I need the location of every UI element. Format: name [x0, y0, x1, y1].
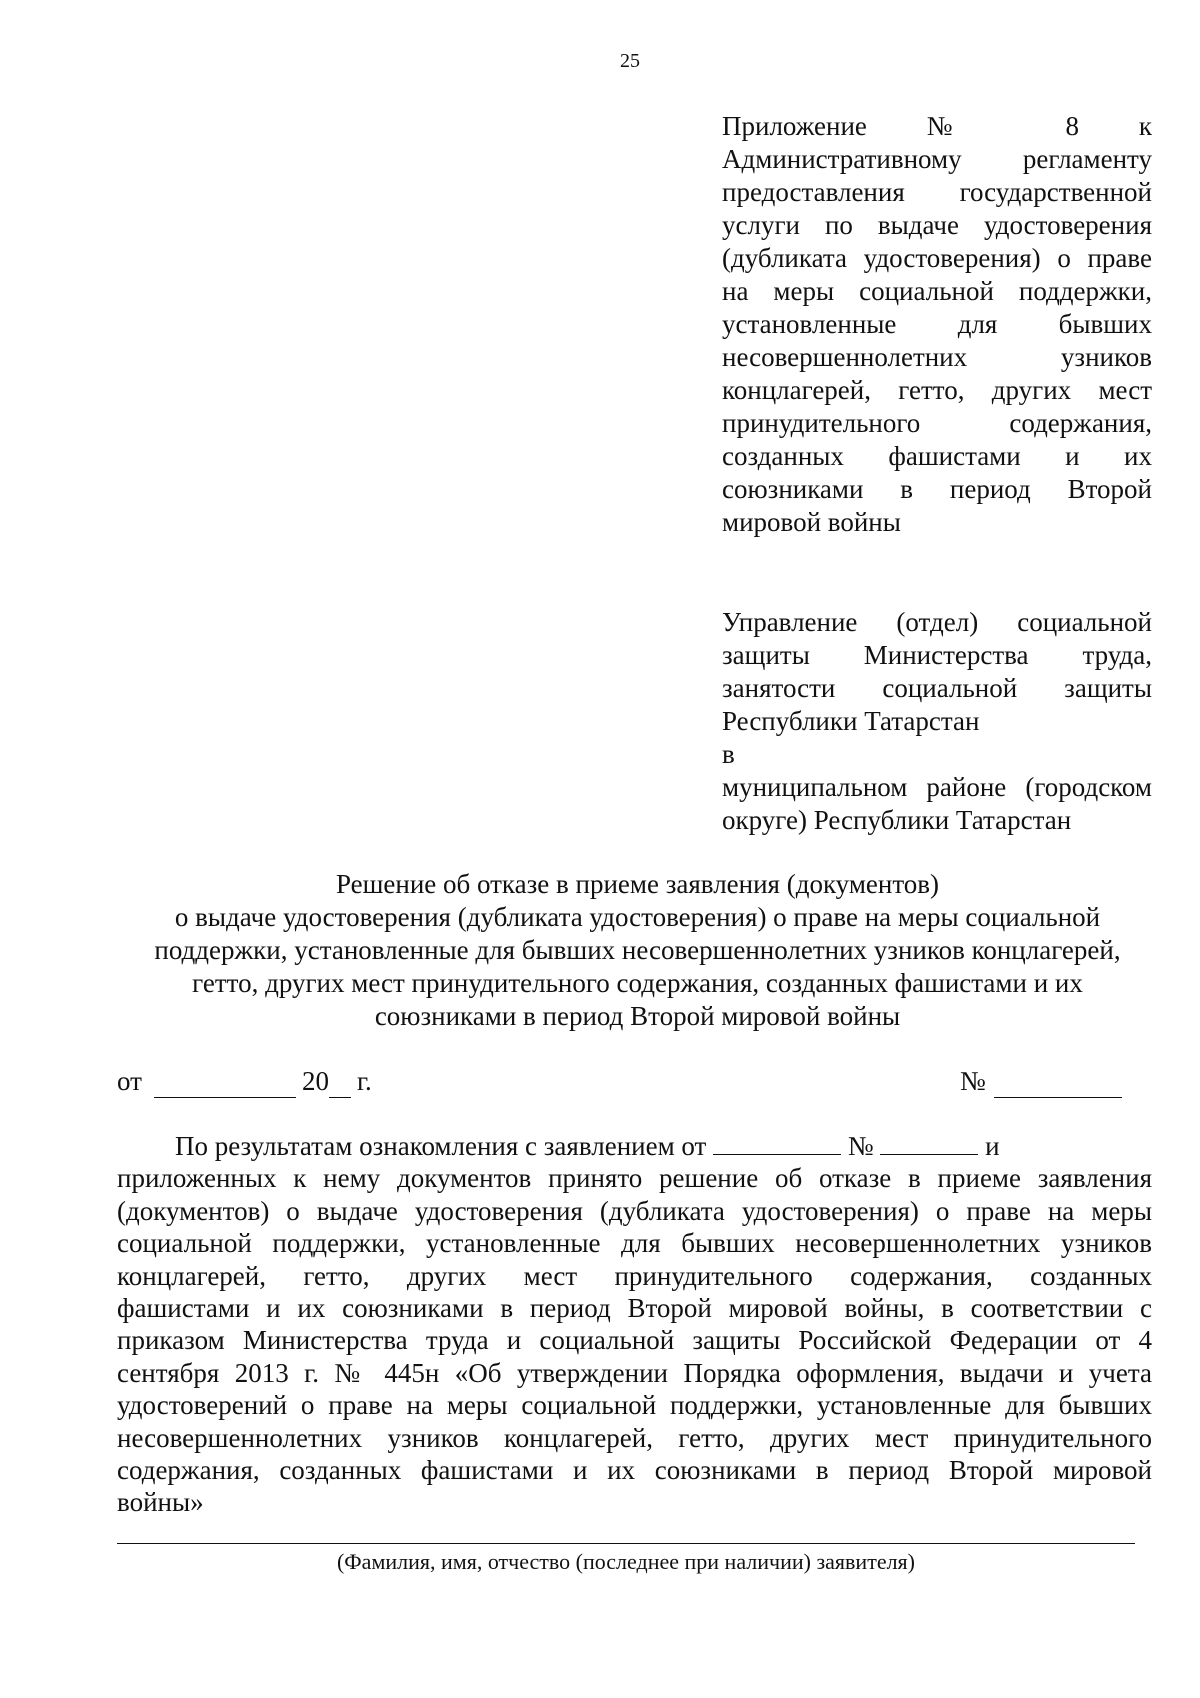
decision-number — [960, 1065, 1122, 1098]
body-line: удостоверений о праве на меры социальной поддержки, установленные для бывших — [117, 1390, 1152, 1421]
appendix-line: (дубликата удостоверения) о праве — [722, 243, 1152, 273]
year-suffix: г. — [356, 1066, 372, 1096]
application-date-blank[interactable] — [713, 1132, 841, 1155]
appendix-line: установленные для бывших — [722, 309, 1152, 339]
body-line: несовершеннолетних узников концлагерей, гетто, других мест принудительного — [117, 1422, 1152, 1453]
body-text-part: По результатам ознакомления с заявлением от — [175, 1131, 707, 1161]
body-first-line — [117, 1130, 1152, 1162]
appendix-line: концлагерей, гетто, других мест — [722, 375, 1152, 405]
addressee-line: муниципальном районе (городском — [722, 772, 1152, 802]
appendix-line: услуги по выдаче удостоверения — [722, 210, 1152, 240]
title-line: поддержки, установленные для бывших несовершеннолетних узников концлагерей, — [154, 935, 1121, 965]
title-line: о выдаче удостоверения (дубликата удостоверения) о праве на меры социальной — [174, 902, 1101, 932]
appendix-line: созданных фашистами и их — [722, 441, 1152, 471]
appendix-line: Приложение № 8 к — [722, 111, 1152, 141]
application-number-blank[interactable] — [880, 1132, 978, 1155]
date-blank-field[interactable] — [154, 1073, 296, 1098]
appendix-line: несовершеннолетних узников — [722, 342, 1152, 372]
addressee-line: Управление (отдел) социальной — [722, 607, 1152, 637]
body-line: концлагерей, гетто, других мест принудительного содержания, созданных — [117, 1260, 1152, 1291]
number-blank-field[interactable] — [994, 1073, 1122, 1098]
body-line: содержания, созданных фашистами и их союзниками в период Второй мировой — [117, 1455, 1152, 1486]
document-title — [115, 868, 1160, 1033]
addressee-block — [722, 606, 1152, 837]
body-line: (документов) о выдаче удостоверения (дубликата удостоверения) о праве на меры — [117, 1195, 1152, 1226]
body-line: приложенных к нему документов принято решение об отказе в приеме заявления — [117, 1163, 1152, 1194]
appendix-line: союзниками в период Второй — [722, 474, 1152, 504]
appendix-line: предоставления государственной — [722, 177, 1152, 207]
date-from-label: от — [117, 1066, 142, 1096]
addressee-line: округе) Республики Татарстан — [722, 805, 1072, 835]
decision-body — [117, 1130, 1152, 1519]
addressee-line: Республики Татарстан — [722, 706, 980, 736]
title-line: гетто, других мест принудительного содержания, созданных фашистами и их — [192, 968, 1083, 998]
decision-date — [117, 1065, 372, 1098]
year-prefix: 20 — [301, 1066, 329, 1096]
municipality-prefix: в — [722, 739, 735, 769]
municipality-blank-row — [722, 738, 1152, 771]
body-line: социальной поддержки, установленные для бывших несовершеннолетних узников — [117, 1228, 1152, 1259]
appendix-reference — [722, 110, 1152, 539]
appendix-line: принудительного содержания, — [722, 408, 1152, 438]
page-number: 25 — [620, 50, 640, 72]
body-text-part: и — [985, 1131, 1000, 1161]
date-number-row — [117, 1065, 1160, 1101]
number-sign: № — [960, 1066, 986, 1096]
addressee-line: защиты Министерства труда, — [722, 640, 1152, 670]
body-line: приказом Министерства труда и социальной защиты Российской Федерации от 4 — [117, 1325, 1152, 1356]
body-number-sign: № — [847, 1131, 874, 1161]
title-line: Решение об отказе в приеме заявления (документов) — [335, 869, 940, 899]
appendix-line: Административному регламенту — [722, 144, 1152, 174]
body-line: сентября 2013 г. № 445н «Об утверждении Порядка оформления, выдачи и учета — [117, 1357, 1152, 1388]
appendix-line: на меры социальной поддержки, — [722, 276, 1152, 306]
year-blank-field[interactable] — [329, 1073, 351, 1098]
appendix-line: мировой войны — [722, 507, 901, 537]
addressee-line: занятости социальной защиты — [722, 673, 1152, 703]
body-line: войны» — [117, 1487, 204, 1518]
applicant-name-blank-field[interactable] — [117, 1543, 1135, 1544]
title-line: союзниками в период Второй мировой войны — [374, 1001, 901, 1031]
signature-caption: (Фамилия, имя, отчество (последнее при наличии) заявителя) — [336, 1549, 916, 1574]
body-line: фашистами и их союзниками в период Второй мировой войны, в соответствии с — [117, 1293, 1152, 1324]
